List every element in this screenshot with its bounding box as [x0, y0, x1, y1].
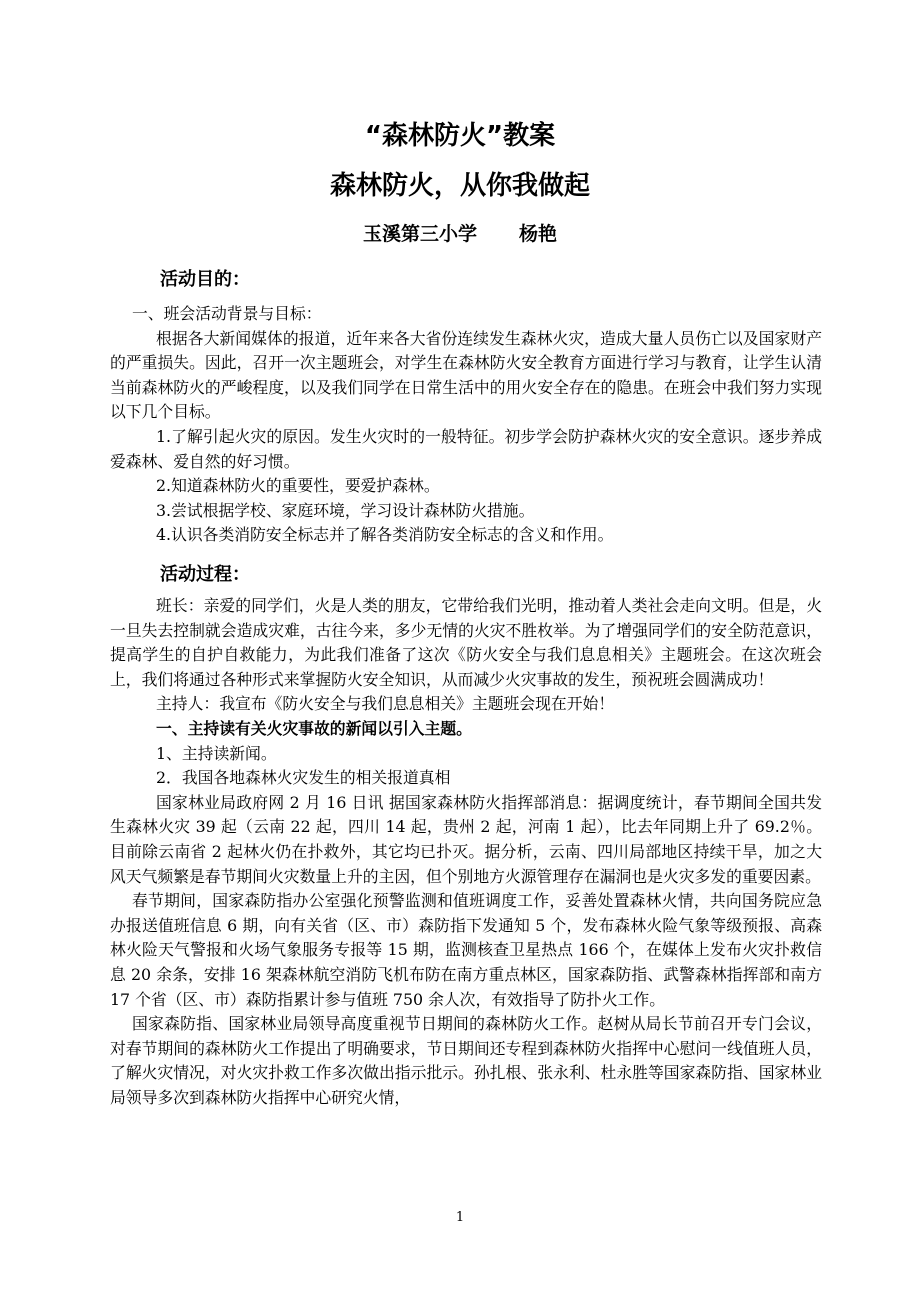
paragraph: 2.知道森林防火的重要性，要爱护森林。 — [156, 476, 440, 496]
section-body-process — [110, 594, 822, 1110]
school-name: 玉溪第三小学 — [362, 223, 477, 245]
document-subtitle: 森林防火，从你我做起 — [329, 171, 590, 201]
paragraph: 1、主持读新闻。 — [156, 743, 277, 763]
paragraph: 主持人：我宣布《防火安全与我们息息相关》主题班会现在开始！ — [156, 694, 615, 714]
paragraph: 班长：亲爱的同学们，火是人类的朋友，它带给我们光明，推动着人类社会走向文明。但是，火一旦失去控制就会造成灾难，古往今来，多少无情的火灾不胜枚举。为了增强同学们的安全防范意识，提高学生的自护自救能力，为此我们准备了这次《防火安全与我们息息相关》主题班会。在这次班会上，我们将通过各种形式来掌握防火安全知识，从而减少火灾事故的发生，预祝班会圆满成功！ — [110, 596, 822, 689]
author-line — [0, 219, 920, 246]
section-heading-process: 活动过程： — [160, 564, 250, 585]
paragraph: 2．我国各地森林火灾发生的相关报道真相 — [156, 768, 451, 788]
paragraph: 国家森防指、国家林业局领导高度重视节日期间的森林防火工作。赵树从局长节前召开专门会议，对春节期间的森林防火工作提出了明确要求，节日期间还专程到森林防火指挥中心慰问一线值班人员，了解火灾情况，对火灾扑救工作多次做出指示批示。孙扎根、张永利、杜永胜等国家森防指、国家林业局领导多次到森林防火指挥中心研究火情， — [110, 1014, 822, 1107]
author-name: 杨艳 — [519, 223, 558, 245]
paragraph: 1.了解引起火灾的原因。发生火灾时的一般特征。初步学会防护森林火灾的安全意识。逐步养成爱森林、爱自然的好习惯。 — [110, 426, 822, 471]
section-body-purpose — [110, 302, 822, 548]
paragraph: 国家林业局政府网 2 月 16 日讯 据国家森林防火指挥部消息：据调度统计，春节期间全国共发生森林火灾 39 起（云南 22 起，四川 14 起，贵州 2 起，河南 1 起），比去年同期上升了 69.2％。目前除云南省 2 起林火仍在扑救外，其它均已扑灭。据分析，云南、四川局部地区持续干旱，加之大风天气频繁是春节期间火灾数量上升的主因，但个别地方火源管理存在漏洞也是火灾多发的重要因素。 — [110, 792, 822, 886]
document-title: “森林防火”教案 — [364, 121, 556, 151]
page-number: 1 — [455, 1210, 465, 1225]
paragraph: 春节期间，国家森防指办公室强化预警监测和值班调度工作，妥善处置森林火情，共向国务院应急办报送值班信息 6 期，向有关省（区、市）森防指下发通知 5 个，发布森林火险气象等级预报、高森林火险天气警报和火场气象服务专报等 15 期，监测核查卫星热点 166 个，在媒体上发布火灾扑救信息 20 余条，安排 16 架森林航空消防飞机布防在南方重点林区，国家森防指、武警森林指挥部和南方 17 个省（区、市）森防指累计参与值班 750 余人次，有效指导了防扑火工作。 — [110, 891, 822, 1009]
section-heading-purpose: 活动目的： — [160, 269, 250, 290]
paragraph: 4.认识各类消防安全标志并了解各类消防安全标志的含义和作用。 — [156, 525, 614, 545]
paragraph-bold: 一、主持读有关火灾事故的新闻以引入主题。 — [156, 718, 472, 738]
paragraph: 3.尝试根据学校、家庭环境，学习设计森林防火措施。 — [156, 500, 535, 520]
paragraph: 根据各大新闻媒体的报道，近年来各大省份连续发生森林火灾，造成大量人员伤亡以及国家财产的严重损失。因此，召开一次主题班会，对学生在森林防火安全教育方面进行学习与教育，让学生认清当前森林防火的严峻程度，以及我们同学在日常生活中的用火安全存在的隐患。在班会中我们努力实现以下几个目标。 — [110, 328, 822, 422]
paragraph: 一、班会活动背景与目标： — [132, 304, 322, 323]
